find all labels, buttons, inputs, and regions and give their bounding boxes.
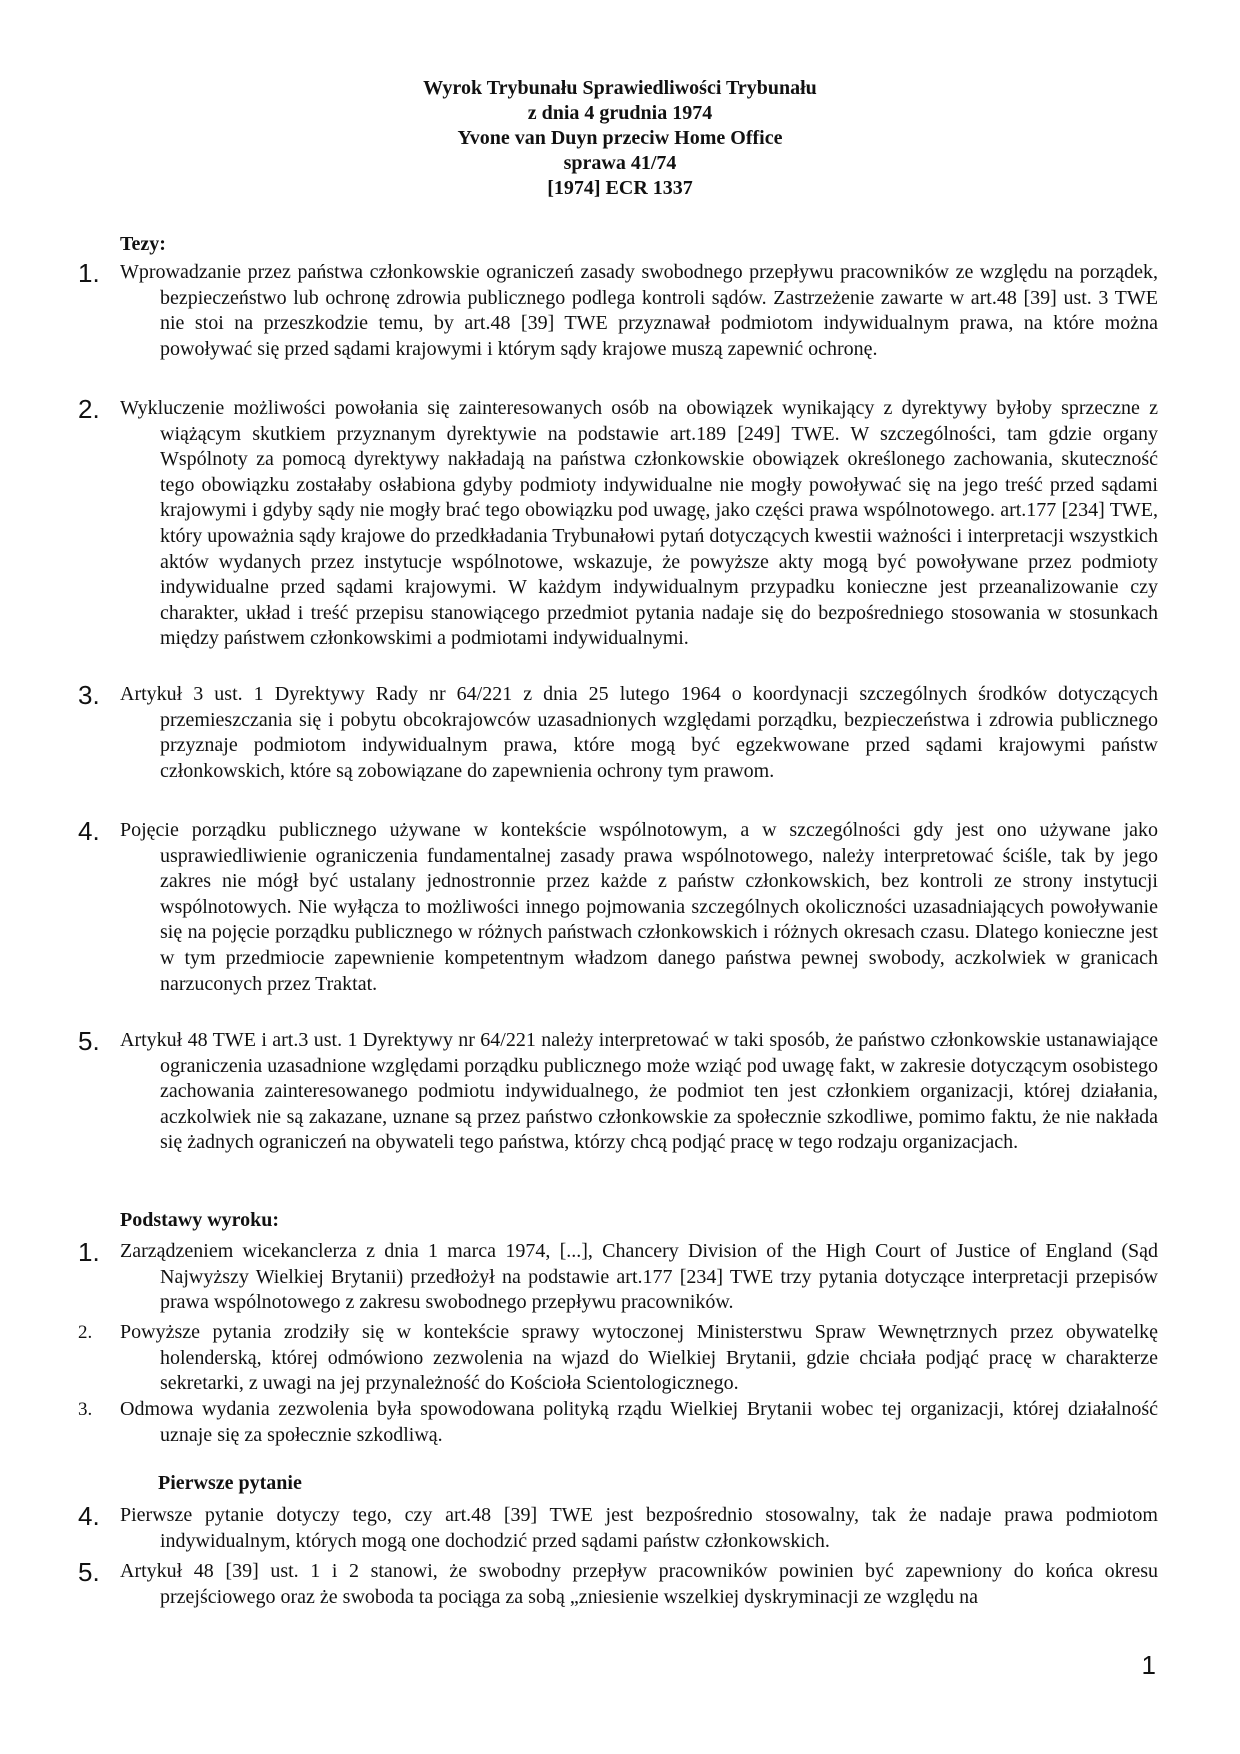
list-item-text: Wykluczenie możliwości powołania się zainteresowanych osób na obowiązek wynikający z dyrektywy byłoby sprzeczne z wiążącym skutkiem przyznanym dyrektywie na podstawie art.189 [249] TWE. W szczególności, tam gdzie organy Wspólnoty za pomocą dyrektywy nakładają na państwa członkowskie obowiązek określonego zachowania, skuteczność tego obowiązku zostałaby osłabiona gdyby podmioty indywidualne nie mogły powoływać się na jego treść przed sądami krajowymi i gdyby sądy nie mogły brać tego obowiązku pod uwagę, jako części prawa wspólnotowego. art.177 [234] TWE, który upoważnia sądy krajowe do przedkładania Trybunałowi pytań dotyczących kwestii ważności i interpretacji wszystkich aktów wydanych przez instytucje wspólnotowe, wskazuje, że powyższe akty mogą być powoływane przez podmioty indywidualne przed sądami krajowymi. W każdym indywidualnym przypadku konieczne jest przeanalizowanie czy charakter, układ i treść przepisu stanowiącego przedmiot pytania nadaje się do bezpośredniego stosowania w stosunkach między państwem członkowskimi a podmiotami indywidualnymi. [120, 397, 1158, 650]
header-date: z dnia 4 grudnia 1974 [527, 102, 713, 124]
list-item-text: Artykuł 48 TWE i art.3 ust. 1 Dyrektywy nr 64/221 należy interpretować w taki sposób, że państwo członkowskie ustanawiające ograniczenia uzasadnione względami porządku publicznego może wziąć pod uwagę fakt, w zakresie dotyczącym osobistego zachowania zainteresowanego podmiotu indywidualnego, że podmiot ten jest członkiem organizacji, której działania, aczkolwiek nie są zakazane, uznane są przez państwo członkowskie za społecznie szkodliwe, pomimo faktu, że nie nakłada się żadnych ograniczeń na obywateli tego państwa, którzy chcą podjąć pracę w tego rodzaju organizacjach. [120, 1029, 1158, 1154]
list-item-text: Pierwsze pytanie dotyczy tego, czy art.48 [39] TWE jest bezpośrednio stosowalny, tak że nadaje prawa podmiotom indywidualnym, których mogą one dochodzić przed sądami państw członkowskich. [120, 1504, 1158, 1552]
list-item [78, 1320, 1158, 1397]
list-item-number: 2. [78, 1322, 93, 1343]
judgment-header [0, 76, 1240, 201]
header-title: Wyrok Trybunału Sprawiedliwości Trybunału [423, 77, 817, 99]
section-heading-podstawy: Podstawy wyroku: [120, 1209, 280, 1231]
list-item-text: Odmowa wydania zezwolenia była spowodowana polityką rządu Wielkiej Brytanii wobec tej organizacji, której działalność uznaje się za społecznie szkodliwą. [120, 1398, 1158, 1446]
list-item-number: 5. [78, 1557, 100, 1587]
page-number: 1 [1141, 1650, 1156, 1680]
header-citation: [1974] ECR 1337 [547, 177, 693, 199]
section-heading-pierwsze-pytanie: Pierwsze pytanie [158, 1472, 302, 1494]
section-heading-tezy: Tezy: [120, 233, 166, 255]
list-item-text: Artykuł 3 ust. 1 Dyrektywy Rady nr 64/221 z dnia 25 lutego 1964 o koordynacji szczególnych środków dotyczących przemieszczania się i pobytu obcokrajowców uzasadnionych względami porządku, bezpieczeństwa i zdrowia publicznego przyznaje podmiotom indywidualnym prawa, które mogą być egzekwowane przed sądami krajowymi państw członkowskich, które są zobowiązane do zapewnienia ochrony tym prawom. [120, 683, 1158, 782]
list-item [78, 1559, 1158, 1610]
list-item [78, 818, 1158, 997]
list-item [78, 1503, 1158, 1554]
list-item-number: 1. [78, 1237, 100, 1267]
list-item-number: 4. [78, 1501, 100, 1531]
list-item-text: Artykuł 48 [39] ust. 1 i 2 stanowi, że swobodny przepływ pracowników powinien być zapewniony do końca okresu przejściowego oraz że swoboda ta pociąga za sobą „zniesienie wszelkiej dyskryminacji ze względu na [120, 1560, 1158, 1608]
header-parties: Yvone van Duyn przeciw Home Office [457, 127, 783, 149]
list-item-text: Wprowadzanie przez państwa członkowskie ograniczeń zasady swobodnego przepływu pracowników ze względu na porządek, bezpieczeństwo lub ochronę zdrowia publicznego podlega kontroli sądów. Zastrzeżenie zawarte w art.48 [39] ust. 3 TWE nie stoi na przeszkodzie temu, by art.48 [39] TWE przyznawał podmiotom indywidualnym prawa, na które można powoływać się przed sądami krajowymi i którym sądy krajowe muszą zapewnić ochronę. [120, 261, 1158, 360]
list-item-number: 1. [78, 258, 100, 288]
list-item-number: 3. [78, 1399, 93, 1420]
list-item-text: Zarządzeniem wicekanclerza z dnia 1 marca 1974, [...], Chancery Division of the High Court of Justice of England (Sąd Najwyższy Wielkiej Brytanii) przedłożył na podstawie art.177 [234] TWE trzy pytania dotyczące interpretacji przepisów prawa wspólnotowego z zakresu swobodnego przepływu pracowników. [120, 1240, 1158, 1314]
list-item [78, 260, 1158, 362]
list-item-text: Pojęcie porządku publicznego używane w kontekście wspólnotowym, a w szczególności gdy jest ono używane jako usprawiedliwienie ograniczenia fundamentalnej zasady prawa wspólnotowego, należy interpretować ściśle, tak by jego zakres nie mógł być ustalany jednostronnie przez każde z państw członkowskich, bez kontroli ze strony instytucji wspólnotowych. Nie wyłącza to możliwości innego pojmowania szczególnych okoliczności uzasadniających powoływanie się na pojęcie porządku publicznego w różnych państwach członkowskich i różnych okresach czasu. Dlatego konieczne jest w tym przedmiocie zapewnienie kompetentnym władzom danego państwa pewnej swobody, aczkolwiek w granicach narzuconych przez Traktat. [120, 819, 1158, 995]
list-item [78, 1397, 1158, 1448]
header-case-number: sprawa 41/74 [563, 152, 677, 174]
list-item-number: 2. [78, 394, 100, 424]
list-item [78, 396, 1158, 652]
list-item [78, 1028, 1158, 1156]
list-item-text: Powyższe pytania zrodziły się w kontekście sprawy wytoczonej Ministerstwu Spraw Wewnętrznych przez obywatelkę holenderską, której odmówiono zezwolenia na wjazd do Wielkiej Brytanii, gdzie chciała podjąć pracę w charakterze sekretarki, z uwagi na jej przynależność do Kościoła Scientologicznego. [120, 1321, 1158, 1395]
list-item [78, 1239, 1158, 1316]
list-item-number: 4. [78, 816, 100, 846]
list-item-number: 5. [78, 1026, 100, 1056]
list-item-number: 3. [78, 680, 100, 710]
list-item [78, 682, 1158, 784]
